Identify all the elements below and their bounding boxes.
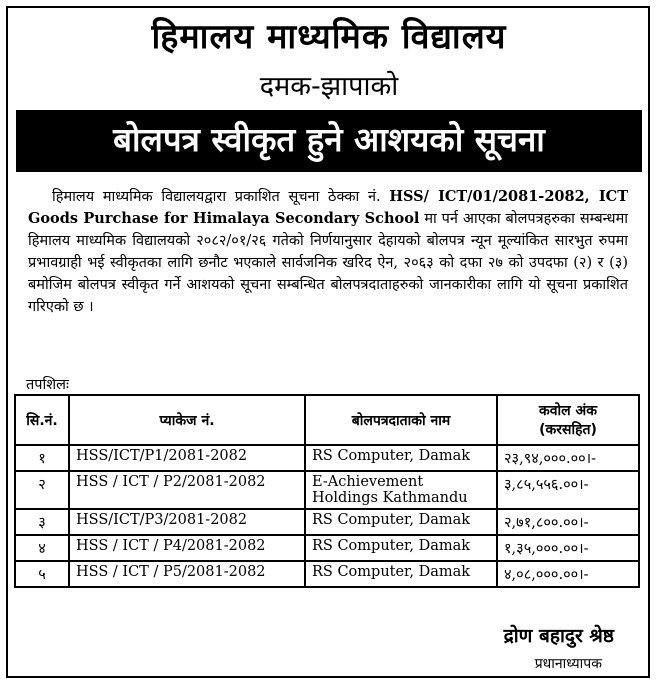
row-package: HSS/ICT/P3/2081-2082 [69, 509, 305, 535]
header-sn: सि.नं. [15, 395, 69, 445]
header-amount-line2: (करसहित) [539, 422, 597, 438]
row-package: HSS / ICT / P4/2081-2082 [69, 535, 305, 561]
header-amount-line1: कवोल अंक [539, 403, 597, 419]
row-package: HSS / ICT / P5/2081-2082 [69, 561, 305, 587]
table-header-row [15, 395, 639, 445]
row-bidder: RS Computer, Damak [305, 561, 497, 587]
bid-table [14, 394, 640, 588]
school-name: हिमालय माध्यमिक विद्यालय [151, 17, 507, 57]
header-bidder: बोलपत्रदाताको नाम [305, 395, 497, 445]
signatory-designation: प्रधानाध्यापक [534, 656, 602, 672]
row-amount: २३,९४,०००.००।- [497, 445, 639, 471]
row-bidder: RS Computer, Damak [305, 445, 497, 471]
details-label: तपशिलः [26, 377, 69, 393]
signatory-name: द्रोण बहादुर श्रेष्ठ [503, 625, 614, 647]
row-package: HSS/ICT/P1/2081-2082 [69, 445, 305, 471]
row-amount: ४,०८,०००.००।- [497, 561, 639, 587]
header-package: प्याकेज नं. [69, 395, 305, 445]
row-sn: २ [15, 471, 69, 509]
row-sn: ४ [15, 535, 69, 561]
table-row [15, 471, 639, 509]
paragraph-part-1: हिमालय माध्यमिक विद्यालयद्वारा प्रकाशित सूचना ठेक्का नं. [52, 189, 381, 205]
row-sn: ५ [15, 561, 69, 587]
school-location: दमक-झापाको [259, 71, 399, 102]
table-row [15, 509, 639, 535]
row-bidder: E-Achievement Holdings Kathmandu [305, 471, 497, 509]
row-bidder: RS Computer, Damak [305, 509, 497, 535]
row-amount: १,३५,०००.००।- [497, 535, 639, 561]
table-row [15, 561, 639, 587]
row-sn: ३ [15, 509, 69, 535]
row-amount: ३,८५,५५६.००।- [497, 471, 639, 509]
row-amount: २,७१,८००.००।- [497, 509, 639, 535]
notice-paragraph [28, 186, 628, 318]
row-bidder: RS Computer, Damak [305, 535, 497, 561]
row-package: HSS / ICT / P2/2081-2082 [69, 471, 305, 509]
table-row [15, 535, 639, 561]
paragraph-part-2: मा पर्न आएका बोलपत्रहरुका सम्बन्धमा हिमालय माध्यमिक विद्यालयको २०८२/०१/२६ गतेको निर्णयानुसार देहायको बोलपत्र न्यून मूल्यांकित सारभुत रुपमा प्रभावग्राही भई स्वीकृतका लागि छनौट भएकाले सार्वजनिक खरिद ऐन, २०६३ को दफा २७ को उपदफा (२) र (३) बमोजिम बोलपत्र स्वीकृत गर्ने आशयको सूचना सम्बन्धित बोलपत्रदाताहरुको जानकारीका लागि यो सूचना प्रकाशित गरिएको छ । [28, 211, 628, 315]
row-sn: १ [15, 445, 69, 471]
table-row [15, 445, 639, 471]
header-amount [497, 395, 639, 445]
tender-reference: HSS/ ICT/01/2081-2082, ICT Goods Purchase for Himalaya Secondary School [28, 188, 628, 227]
notice-title: बोलपत्र स्वीकृत हुने आशयको सूचना [16, 110, 642, 172]
